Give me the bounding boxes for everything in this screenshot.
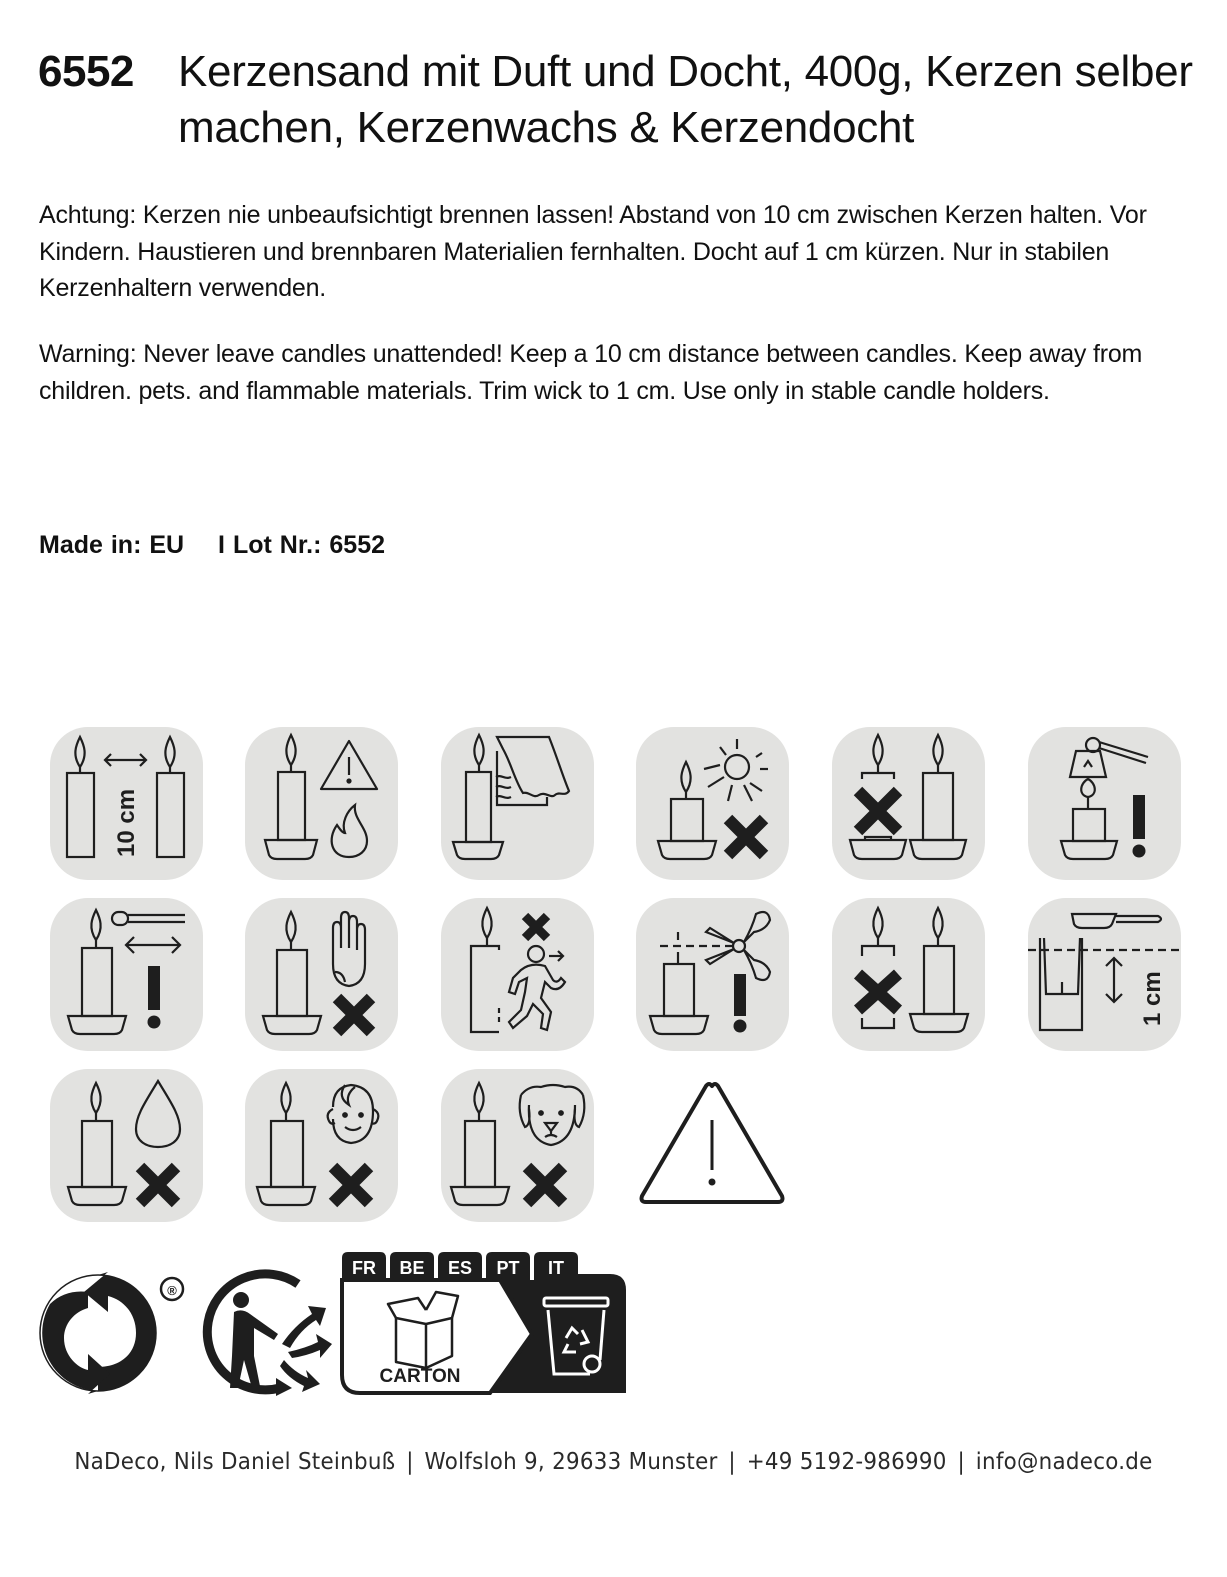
no-candle-without-holder-icon — [832, 727, 985, 880]
do-not-extinguish-with-water-icon — [50, 1069, 203, 1222]
product-title: Kerzensand mit Duft und Docht, 400g, Kerzen selber machen, Kerzenwachs & Kerzendocht — [178, 47, 1193, 152]
green-dot-logo — [38, 1272, 188, 1394]
no-direct-sunlight-icon — [636, 727, 789, 880]
keep-away-from-pets-icon — [441, 1069, 594, 1222]
article-number: 6552 — [38, 47, 134, 96]
warning-triangle-icon — [636, 1078, 788, 1210]
country-tab-es: ES — [447, 1258, 473, 1278]
country-tab-it: IT — [548, 1258, 564, 1278]
wax-level-1cm-icon — [1028, 898, 1181, 1051]
company-email[interactable]: info@nadeco.de — [975, 1449, 1153, 1475]
origin-separator: I — [218, 531, 225, 559]
footer-separator: | — [406, 1449, 414, 1475]
company-phone: +49 5192-986990 — [746, 1449, 947, 1475]
made-in-label: Made in: — [39, 531, 142, 559]
company-address: Wolfsloh 9, 29633 Munster — [424, 1449, 718, 1475]
company-name: NaDeco, Nils Daniel Steinbuß — [74, 1449, 396, 1475]
distance-10cm-icon — [50, 727, 203, 880]
lot-label: Lot Nr.: — [232, 531, 322, 559]
use-snuffer-icon — [1028, 727, 1181, 880]
footer-separator: | — [957, 1449, 965, 1475]
registered-mark: ® — [167, 1283, 177, 1298]
distance-label: 10 cm — [113, 788, 140, 857]
origin-line — [39, 528, 385, 562]
keep-distance-from-matches-icon — [50, 898, 203, 1051]
triman-logo — [198, 1268, 334, 1398]
company-footer — [43, 1446, 1184, 1478]
keep-away-from-children-icon — [245, 1069, 398, 1222]
flammable-warning-icon — [245, 727, 398, 880]
country-tab-be: BE — [399, 1258, 425, 1278]
warning-text-en: Warning: Never leave candles unattended! Keep a 10 cm distance between candles. Keep away from children. pets. and flammable materials. Trim wick to 1 cm. Use only in stable candle holders. — [39, 340, 1143, 405]
wax-level-label: 1 cm — [1139, 971, 1166, 1026]
warning-text-de: Achtung: Kerzen nie unbeaufsichtigt brennen lassen! Abstand von 10 cm zwischen Kerzen halten. Vor Kindern. Haustieren und brennbaren Materialien fernhalten. Docht auf 1 cm kürzen. Nur in stabilen Kerzenhaltern verwenden. — [39, 201, 1147, 302]
footer-separator: | — [728, 1449, 736, 1475]
do-not-touch-icon — [245, 898, 398, 1051]
material-label: CARTON — [379, 1366, 461, 1387]
keep-away-from-curtains-icon — [441, 727, 594, 880]
made-in-value: EU — [149, 531, 185, 559]
info-tri-recycling-label — [340, 1250, 626, 1395]
country-tab-pt: PT — [496, 1258, 520, 1278]
candle-fit-holder-icon — [832, 898, 985, 1051]
do-not-leave-unattended-icon — [441, 898, 594, 1051]
trim-wick-icon — [636, 898, 789, 1051]
lot-value: 6552 — [329, 531, 386, 559]
country-tab-fr: FR — [352, 1258, 376, 1278]
